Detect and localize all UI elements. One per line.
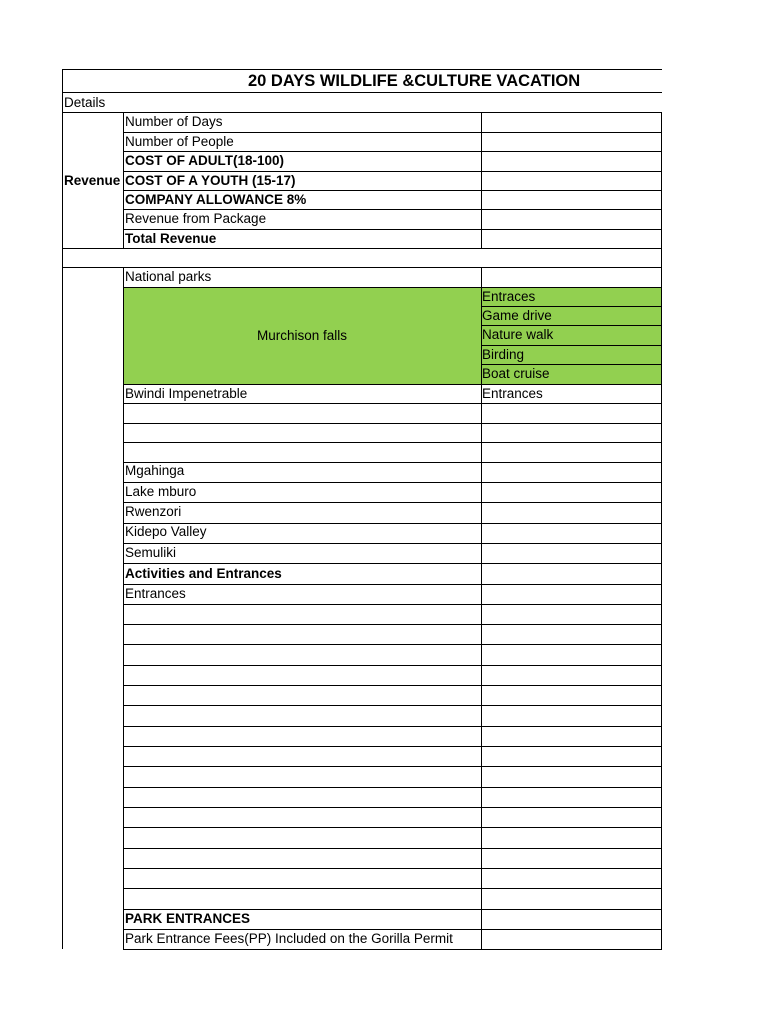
revenue-row-people: Number of People — [125, 134, 234, 149]
grid-hline — [123, 665, 662, 666]
grid-vline — [123, 267, 124, 950]
grid-hline — [123, 604, 662, 605]
grid-hline — [62, 112, 662, 113]
grid-vline — [62, 69, 63, 949]
grid-hline — [123, 584, 662, 585]
park-semuliki: Semuliki — [125, 545, 177, 560]
grid-hline — [123, 523, 662, 524]
grid-hline — [123, 171, 662, 172]
grid-vline — [661, 248, 662, 268]
grid-vline — [123, 112, 124, 249]
grid-hline — [123, 807, 662, 808]
murchison-activity-birding: Birding — [482, 347, 525, 362]
murchison-highlight — [124, 287, 661, 385]
revenue-row-youth-cost: COST OF A YOUTH (15-17) — [125, 173, 296, 188]
bwindi-name: Bwindi Impenetrable — [125, 386, 248, 401]
grid-hline — [123, 705, 662, 706]
grid-vline — [661, 267, 662, 950]
grid-hline — [123, 482, 662, 483]
grid-hline — [123, 384, 662, 385]
grid-hline — [123, 229, 662, 230]
revenue-row-total: Total Revenue — [125, 231, 217, 246]
grid-hline — [123, 766, 662, 767]
grid-hline — [481, 345, 662, 346]
grid-hline — [123, 190, 662, 191]
murchison-activity-boat-cruise: Boat cruise — [482, 366, 550, 381]
grid-hline — [123, 248, 662, 249]
bwindi-activity: Entrances — [482, 386, 543, 401]
revenue-row-allowance: COMPANY ALLOWANCE 8% — [125, 192, 307, 207]
grid-hline — [123, 132, 662, 133]
grid-hline — [481, 364, 662, 365]
grid-hline — [123, 685, 662, 686]
grid-hline — [123, 827, 662, 828]
park-lake-mburo: Lake mburo — [125, 484, 197, 499]
grid-hline — [123, 442, 662, 443]
grid-hline — [481, 325, 662, 326]
revenue-row-adult-cost: COST OF ADULT(18-100) — [125, 153, 285, 168]
grid-vline — [661, 112, 662, 249]
murchison-name: Murchison falls — [257, 328, 348, 343]
grid-hline — [123, 868, 662, 869]
grid-hline — [123, 543, 662, 544]
grid-hline — [123, 624, 662, 625]
grid-hline — [123, 151, 662, 152]
revenue-row-package: Revenue from Package — [125, 211, 267, 226]
murchison-activity-nature-walk: Nature walk — [482, 327, 554, 342]
national-parks-label: National parks — [125, 269, 212, 284]
park-entrance-fee-label: Park Entrance Fees(PP) Included on the Gorilla Permit — [125, 931, 453, 946]
grid-hline — [123, 888, 662, 889]
grid-hline — [123, 502, 662, 503]
grid-hline — [123, 949, 662, 950]
revenue-row-days: Number of Days — [125, 114, 223, 129]
revenue-label: Revenue — [64, 173, 121, 188]
details-label: Details — [64, 95, 106, 110]
grid-hline — [123, 462, 662, 463]
grid-hline — [62, 69, 662, 70]
sheet-title: 20 DAYS WILDLIFE &CULTURE VACATION — [248, 72, 581, 90]
grid-hline — [481, 306, 662, 307]
entrances-label: Entrances — [125, 586, 186, 601]
grid-hline — [123, 746, 662, 747]
grid-hline — [123, 209, 662, 210]
grid-hline — [123, 423, 662, 424]
grid-hline — [62, 92, 662, 93]
park-mgahinga: Mgahinga — [125, 463, 185, 478]
grid-hline — [123, 726, 662, 727]
grid-hline — [123, 563, 662, 564]
grid-hline — [123, 787, 662, 788]
murchison-activity-entraces: Entraces — [482, 289, 536, 304]
park-rwenzori: Rwenzori — [125, 504, 182, 519]
grid-hline — [123, 267, 662, 268]
grid-vline — [481, 112, 482, 249]
grid-hline — [62, 248, 124, 249]
grid-hline — [123, 929, 662, 930]
park-entrances-header: PARK ENTRANCES — [125, 911, 251, 926]
grid-hline — [123, 848, 662, 849]
grid-vline — [481, 267, 482, 950]
murchison-activity-game-drive: Game drive — [482, 308, 552, 323]
grid-hline — [123, 287, 662, 288]
grid-hline — [123, 403, 662, 404]
activities-header: Activities and Entrances — [125, 566, 282, 581]
grid-hline — [123, 644, 662, 645]
grid-hline — [123, 909, 662, 910]
park-kidepo-valley: Kidepo Valley — [125, 524, 207, 539]
